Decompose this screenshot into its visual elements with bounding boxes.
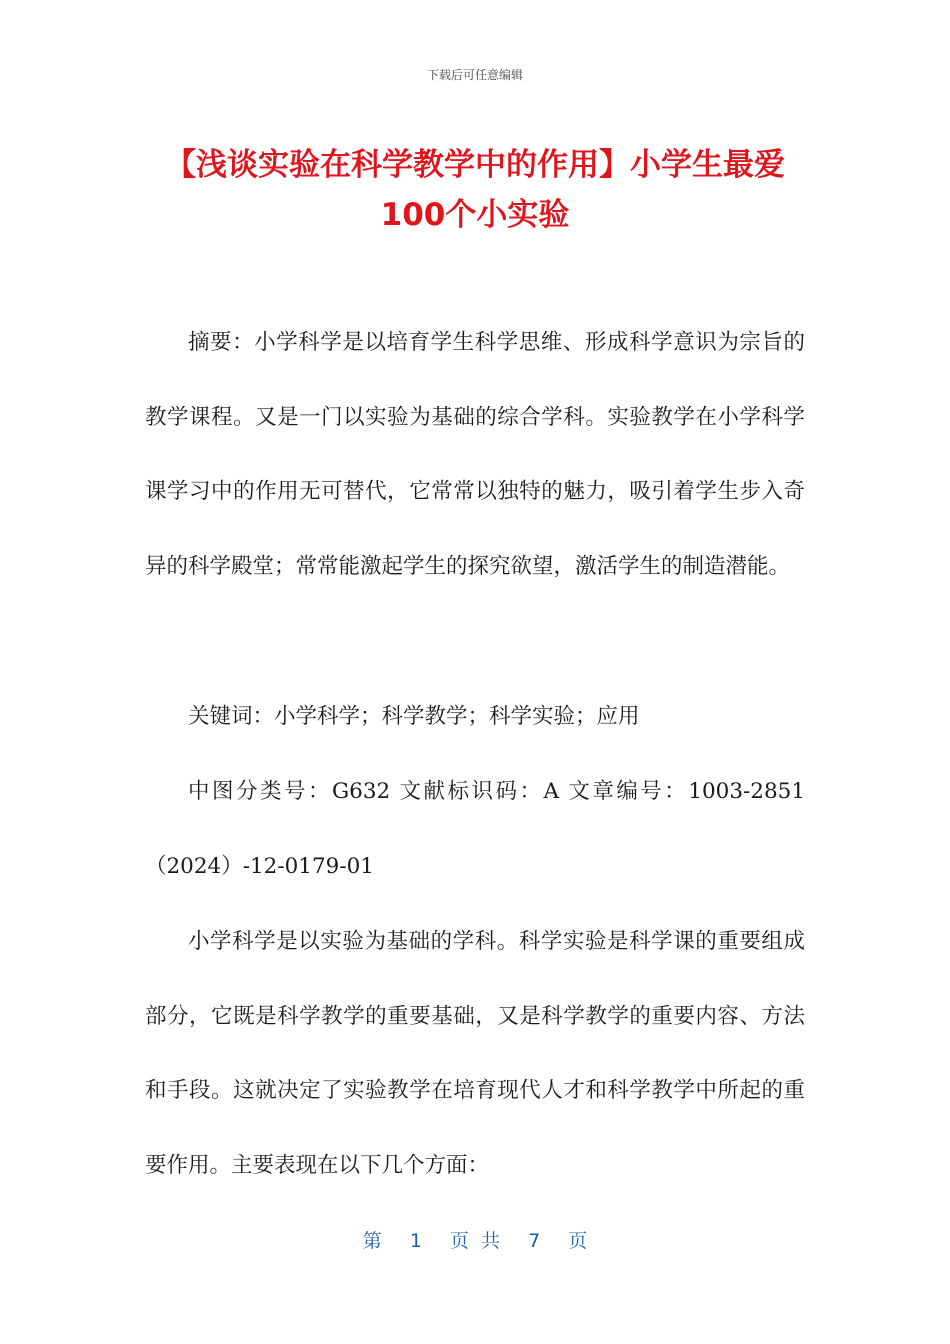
abstract-paragraph: 摘要：小学科学是以培育学生科学思维、形成科学意识为宗旨的教学课程。又是一门以实验为基础的综合学科。实验教学在小学科学课学习中的作用无可替代，它常常以独特的魅力，吸引着学生步入奇异的科学殿堂；常常能激起学生的探究欲望，激活学生的制造潜能。 <box>145 330 805 579</box>
footer-page-word: 第 <box>362 1230 382 1252</box>
footer-page-number: 1 <box>409 1230 422 1252</box>
keywords-paragraph: 关键词：小学科学；科学教学；科学实验；应用 <box>188 704 640 729</box>
body-paragraph: 小学科学是以实验为基础的学科。科学实验是科学课的重要组成部分，它既是科学教学的重要基础，又是科学教学的重要内容、方法和手段。这就决定了实验教学在培育现代人才和科学教学中所起的重要作用。主要表现在以下几个方面： <box>145 929 805 1178</box>
footer-total-pages: 7 <box>528 1230 541 1252</box>
footer-page-end: 页 <box>568 1230 588 1252</box>
header-note: 下载后可任意编辑 <box>426 68 523 82</box>
classification-paragraph: 中图分类号：G632 文献标识码：A 文章编号：1003-2851（2024）-12-0179-01 <box>145 779 805 879</box>
page-footer <box>0 1226 950 1253</box>
document-title: 【浅谈实验在科学教学中的作用】小学生最爱100个小实验 <box>165 147 785 233</box>
footer-page-of: 页 共 <box>449 1230 501 1252</box>
